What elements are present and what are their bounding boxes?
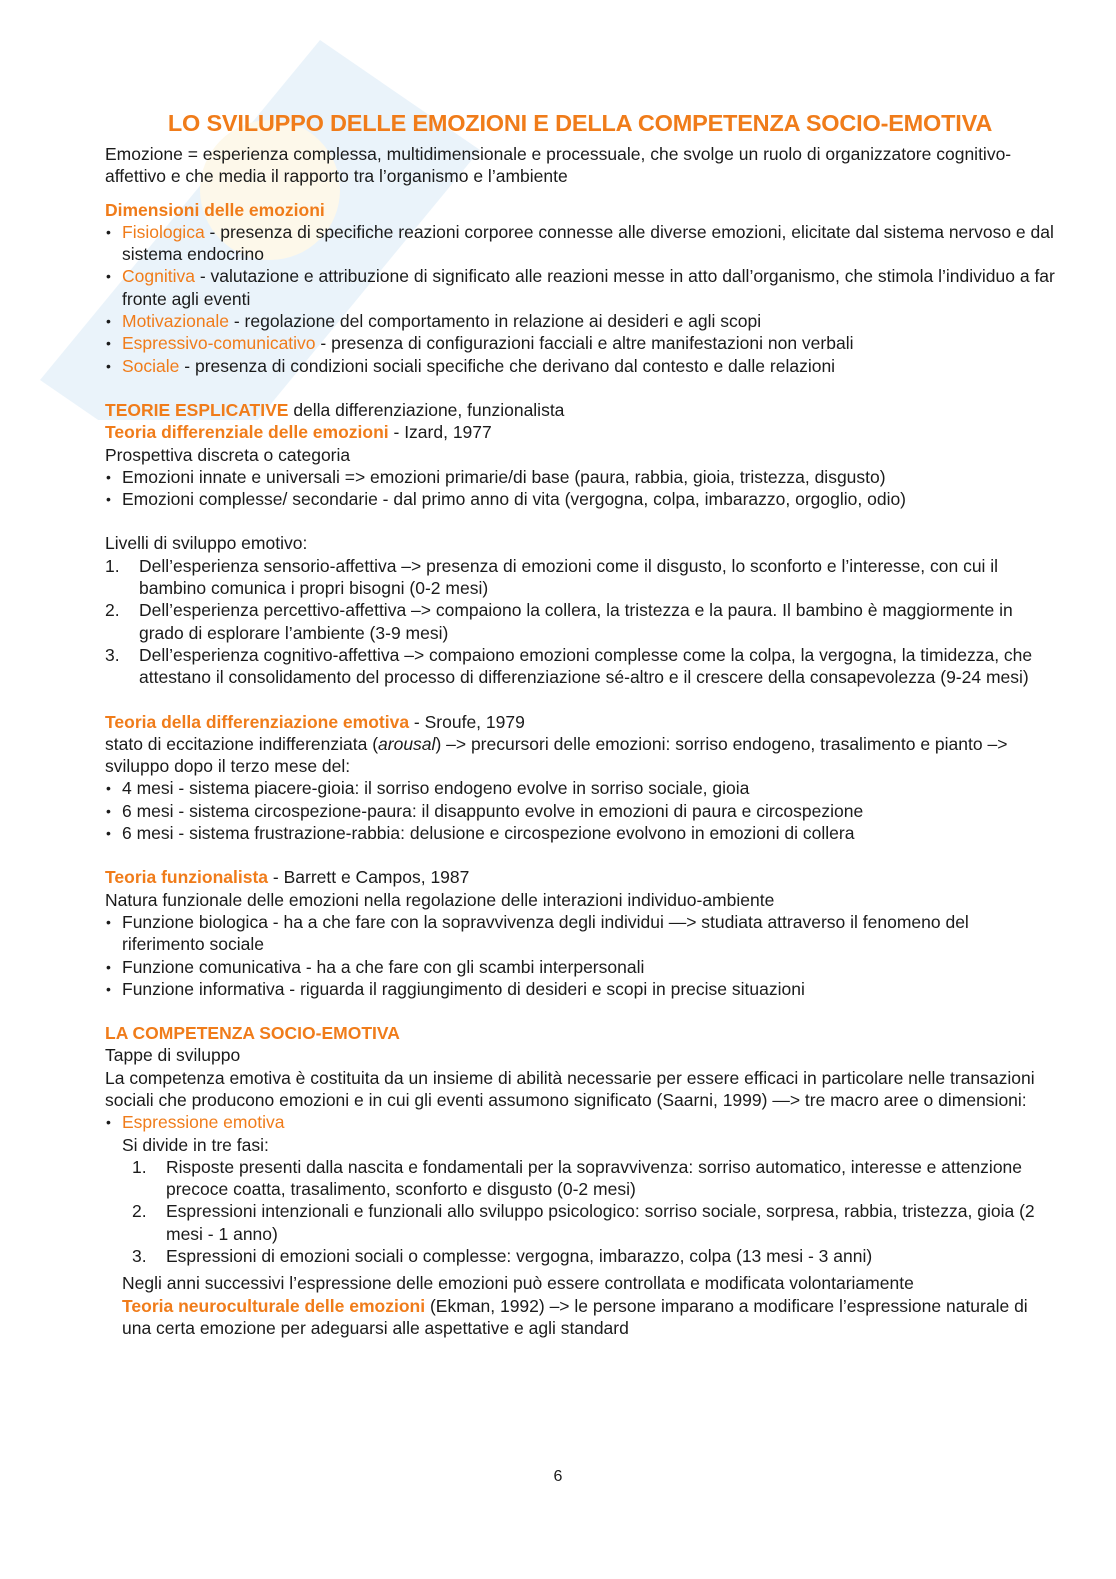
list-item: • Fisiologica - presenza di specifiche reazioni corporee connesse alle diverse emozioni, elicitate dal sistema nervoso e dal sistema endocrino [105,221,1055,266]
functionalist-theory-heading: Teoria funzionalista - Barrett e Campos, 1987 [105,867,470,888]
list-item: 3. Dell’esperienza cognitivo-affettiva –> compaiono emozioni complesse come la colpa, la vergogna, la timidezza, che attestano il consolidamento del processo di differenziazione sé-altro e il crescere della consapevolezza (9-24 mesi) [105,644,1033,688]
differentiation-theory-intro: stato di eccitazione indifferenziata (arousal) –> precursori delle emozioni: sorriso endogeno, trasalimento e pianto –> sviluppo dopo il terzo mese del: [105,733,1008,777]
list-item: 1. Dell’esperienza sensorio-affettiva –> presenza di emozioni come il disgusto, lo sconforto e l’interesse, con cui il bambino comunica i propri bisogni (0-2 mesi) [105,555,999,599]
list-item: 1. Risposte presenti dalla nascita e fondamentali per la sopravvivenza: sorriso automatico, interesse e attenzione precoce coatta, trasalimento, sconforto e disgusto (0-2 mesi) [132,1156,1023,1200]
differential-theory-list [105,466,1055,511]
list-item: 2. Dell’esperienza percettivo-affettiva –> compaiono la collera, la tristezza e la paura. Il bambino è maggiormente in grado di esplorare l’ambiente (3-9 mesi) [105,600,1013,643]
list-item: • Cognitiva - valutazione e attribuzione di significato alle reazioni messe in atto dall’organismo, che stimola l’individuo a far fronte agli eventi [105,265,1055,310]
levels-heading: Livelli di sviluppo emotivo: [105,533,308,554]
list-item: 2. Espressioni intenzionali e funzionali allo sviluppo psicologico: sorriso sociale, sorpresa, rabbia, tristezza, gioia (2 mesi - 1 anno) [132,1201,1035,1244]
phases-intro: Si divide in tre fasi: [122,1134,269,1155]
list-item: • Funzione biologica - ha a che fare con la sopravvivenza degli individui —> studiata attraverso il fenomeno del riferimento sociale [105,911,1055,956]
list-item: 3. Espressioni di emozioni sociali o complesse: vergogna, imbarazzo, colpa (13 mesi - 3 anni) [132,1246,873,1267]
definition-term: Emozione [105,144,183,164]
page-title: LO SVILUPPO DELLE EMOZIONI E DELLA COMPETENZA SOCIO-EMOTIVA [167,110,993,136]
phases-list [122,1156,1055,1267]
list-item: • Espressione emotiva [105,1111,1055,1133]
list-item: • 6 mesi - sistema frustrazione-rabbia: delusione e circospezione evolvono in emozioni di collera [105,822,1055,844]
list-item: • Motivazionale - regolazione del comportamento in relazione ai desideri e agli scopi [105,310,1055,332]
list-item: • Emozioni innate e universali => emozioni primarie/di base (paura, rabbia, gioia, tristezza, disgusto) [105,466,1055,488]
list-item: • Funzione comunicativa - ha a che fare con gli scambi interpersonali [105,956,1055,978]
list-item: • Emozioni complesse/ secondarie - dal primo anno di vita (vergogna, colpa, imbarazzo, orgoglio, odio) [105,488,1055,510]
competence-list [105,1111,1055,1133]
later-years-text: Negli anni successivi l’espressione delle emozioni può essere controllata e modificata volontariamente [122,1273,914,1294]
differential-theory-intro: Prospettiva discreta o categoria [105,444,351,465]
list-item: • Sociale - presenza di condizioni sociali specifiche che derivano dal contesto e dalle relazioni [105,355,1055,377]
differential-theory-heading: Teoria differenziale delle emozioni - Izard, 1977 [105,422,492,443]
levels-list [105,555,1055,689]
competence-subheading: Tappe di sviluppo [105,1045,241,1066]
list-item: • 4 mesi - sistema piacere-gioia: il sorriso endogeno evolve in sorriso sociale, gioia [105,777,1055,799]
differentiation-theory-list [105,777,1055,844]
functionalist-theory-list [105,911,1055,1000]
competence-intro: La competenza emotiva è costituita da un insieme di abilità necessarie per essere efficaci in particolare nelle transazioni sociali che producono emozioni e in cui gli eventi assumono significato (Saarni, 1999) —> tre macro aree o dimensioni: [105,1067,1035,1110]
emotion-definition [105,143,1055,188]
list-item: • Espressivo-comunicativo - presenza di configurazioni facciali e altre manifestazioni non verbali [105,332,1055,354]
functionalist-theory-intro: Natura funzionale delle emozioni nella regolazione delle interazioni individuo-ambiente [105,889,775,910]
expression-section [105,1134,1055,1340]
neurocultural-theory: Teoria neuroculturale delle emozioni (Ekman, 1992) –> le persone imparano a modificare l’espressione naturale di una certa emozione per adeguarsi alle aspettative e agli standard [122,1295,1028,1338]
document-page [105,108,1055,1339]
differentiation-theory-heading: Teoria della differenziazione emotiva - Sroufe, 1979 [105,711,525,732]
dimensions-list [105,221,1055,377]
list-item: • Funzione informativa - riguarda il raggiungimento di desideri e scopi in precise situazioni [105,978,1055,1000]
theories-heading: TEORIE ESPLICATIVE della differenziazione, funzionalista [105,399,565,420]
page-number: 6 [553,1468,563,1485]
competence-heading: LA COMPETENZA SOCIO-EMOTIVA [105,1023,400,1044]
definition-text: = esperienza complessa, multidimensionale e processuale, che svolge un ruolo di organizzatore cognitivo-affettivo e che media il rapporto tra l’organismo e l’ambiente [105,144,1012,187]
list-item: • 6 mesi - sistema circospezione-paura: il disappunto evolve in emozioni di paura e circospezione [105,800,1055,822]
dimensions-heading: Dimensioni delle emozioni [105,199,325,220]
